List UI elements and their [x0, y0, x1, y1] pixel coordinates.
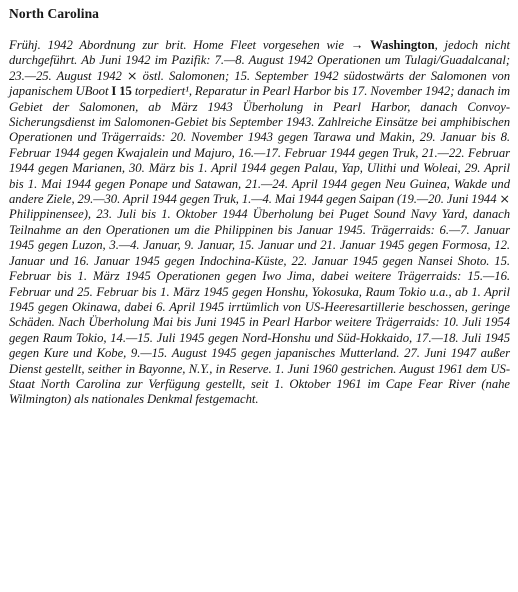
ship-reference-washington: Washington — [370, 38, 435, 52]
uboat-reference: I 15 — [111, 84, 132, 99]
history-paragraph — [9, 38, 510, 408]
paragraph-text-1: Frühj. 1942 Abordnung zur brit. Home Fleet vorgesehen wie → — [9, 38, 371, 52]
paragraph-text-2: , jedoch nicht durchgeführt. Ab Juni 1942 im Pazifik: 7.—8. August 1942 Operationen um Tulagi/Guadalcanal; 23.—25. August 1942 ⨯ östl. Salomonen; 15. September 1942 südostwärts der Salomonen von japanischem UBoot — [9, 38, 510, 99]
paragraph-text-3: torpediert¹, Reparatur in Pearl Harbor bis 17. November 1942; danach im Gebiet der Salomonen, ab März 1943 Überholung in Pearl Harbor, danach Convoy-Sicherungsdienst im Salomonen-Gebiet bis September 1943. Zahlreiche Einsätze bei amphibischen Operationen und Trägerraids: 20. November 1943 gegen Tarawa und Makin, 29. Januar bis 8. Februar 1944 gegen Kwajalein und Majuro, 16.—17. Februar 1944 gegen Truk, 21.—22. Februar 1944 gegen Marianen, 30. März bis 1. April 1944 gegen Palau, Yap, Ulithi und Woleai, 29. April bis 1. Mai 1944 gegen Ponape und Satawan, 21.—24. April 1944 gegen Neu Guinea, Wakde und andere Ziele, 29.—30. April 1944 gegen Truk, 1.—4. Mai 1944 gegen Saipan (19.—20. Juni 1944 ⨯ Philippinensee), 23. Juli bis 1. Oktober 1944 Überholung bei Puget Sound Navy Yard, danach Teilnahme an den Operationen um die Philippinen bis Januar 1945. Trägerraids: 6.—7. Januar 1945 gegen Luzon, 3.—4. Januar, 9. Januar, 15. Januar und 21. Januar 1945 gegen Formosa, 12. Januar und 16. Januar 1945 gegen Indochina-Küste, 22. Januar 1945 gegen Nansei Shoto. 15. Februar bis 1. März 1945 Operationen gegen Iwo Jima, dabei weitere Trägerraids: 15.—16. Februar und 25. Februar bis 1. März 1945 gegen Honshu, Yokosuka, Raum Tokio u.a., ab 1. April 1945 gegen Okinawa, dabei 6. April 1945 irrtümlich von US-Heeresartillerie beschossen, geringe Schäden. Nach Überholung Mai bis Juni 1945 in Pearl Harbor weitere Trägerraids: 10. Juli 1954 gegen Raum Tokio, 14.—15. Juli 1945 gegen Nord-Honshu und Süd-Hokkaido, 17.—18. Juli 1945 gegen Kure und Kobe, 9.—15. August 1945 gegen japanisches Mutterland. 27. Juni 1947 außer Dienst gestellt, seither in Bayonne, N.Y., in Reserve. 1. Juni 1960 gestrichen. August 1961 dem US-Staat North Carolina zur Verfügung gestellt, seit 1. Oktober 1961 im Cape Fear River (nahe Wilmington) als nationales Denkmal festgemacht. — [9, 84, 510, 407]
ship-title: North Carolina — [9, 6, 100, 21]
